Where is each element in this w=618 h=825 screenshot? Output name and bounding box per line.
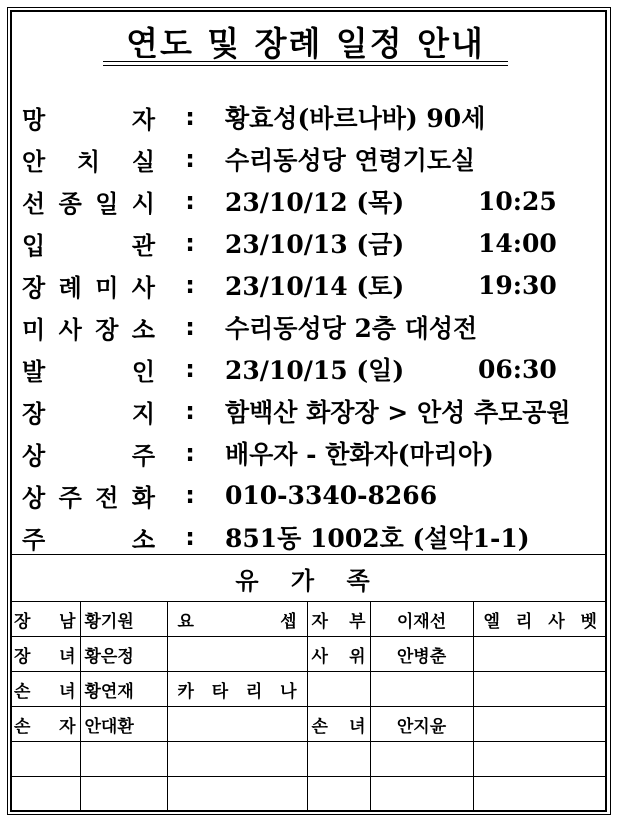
info-value-text: 황효성(바르나바) 90세	[225, 104, 486, 133]
info-row	[22, 138, 602, 180]
name-cell: 황은정	[80, 637, 167, 672]
char: 손	[14, 716, 31, 737]
info-label	[22, 100, 155, 135]
info-time: 14:00	[478, 228, 557, 258]
baptismal-name-cell	[167, 742, 307, 777]
info-row	[22, 306, 602, 348]
label-char: 입	[22, 231, 46, 260]
section-divider	[10, 554, 607, 555]
relation-cell-text	[14, 642, 76, 667]
name-cell: 안대환	[80, 707, 167, 742]
colon-separator: :	[185, 103, 195, 131]
info-value-text: 함백산 화장장 > 안성 추모공원	[225, 398, 571, 427]
title-underline	[103, 61, 508, 62]
label-char: 시	[131, 189, 155, 218]
info-row	[22, 180, 602, 222]
name-cell	[370, 672, 473, 707]
family-row	[10, 742, 607, 777]
info-value-text: 수리동성당 2층 대성전	[225, 314, 478, 343]
baptismal-name-cell	[473, 707, 607, 742]
info-value	[225, 351, 602, 387]
baptismal-name-cell	[473, 602, 607, 637]
name-cell: 이재선	[370, 602, 473, 637]
colon-separator: :	[185, 355, 195, 383]
label-char: 선	[22, 189, 46, 218]
label-char: 소	[131, 525, 155, 554]
relation-cell	[10, 707, 80, 742]
info-value-text: 배우자 - 한화자(마리아)	[225, 440, 494, 469]
info-label	[22, 352, 155, 387]
colon-separator: :	[185, 187, 195, 215]
label-char: 안	[22, 147, 46, 176]
baptismal-name-cell-text	[172, 677, 303, 702]
baptismal-name-cell	[167, 777, 307, 812]
info-row	[22, 390, 602, 432]
info-value	[225, 183, 602, 219]
label-char: 사	[131, 273, 155, 302]
colon-separator: :	[185, 481, 195, 509]
info-value	[225, 519, 602, 555]
relation-cell	[307, 707, 370, 742]
char: 사	[311, 646, 328, 667]
relation-cell	[10, 742, 80, 777]
relation-cell-text	[312, 712, 366, 737]
name-cell: 안지윤	[370, 707, 473, 742]
char: 녀	[349, 716, 366, 737]
baptismal-name-cell-text	[478, 607, 604, 632]
info-row	[22, 264, 602, 306]
relation-cell-text	[14, 712, 76, 737]
baptismal-name-cell	[473, 742, 607, 777]
relation-cell	[10, 602, 80, 637]
info-value-text: 23/10/13 (금)	[225, 230, 405, 259]
label-char: 전	[95, 483, 119, 512]
label-char: 관	[131, 231, 155, 260]
baptismal-name-cell	[167, 707, 307, 742]
colon-separator: :	[185, 397, 195, 425]
label-char: 망	[22, 105, 46, 134]
char: 셉	[280, 611, 297, 632]
label-char: 장	[22, 399, 46, 428]
label-char: 미	[95, 273, 119, 302]
info-value	[225, 309, 602, 345]
info-row	[22, 432, 602, 474]
info-label	[22, 394, 155, 429]
relation-cell	[307, 602, 370, 637]
relation-cell	[10, 777, 80, 812]
char: 리	[245, 681, 263, 702]
label-char: 장	[22, 273, 46, 302]
info-value-text: 23/10/14 (토)	[225, 272, 405, 301]
char: 나	[280, 681, 297, 702]
baptismal-name-cell	[473, 637, 607, 672]
page-title: 연도 및 장례 일정 안내	[126, 24, 485, 63]
schedule-info-list	[22, 96, 602, 558]
label-char: 상	[22, 441, 46, 470]
label-char: 상	[22, 483, 46, 512]
label-char: 사	[58, 315, 82, 344]
name-cell	[80, 742, 167, 777]
info-row	[22, 348, 602, 390]
family-row	[10, 637, 607, 672]
name-cell: 황연재	[80, 672, 167, 707]
baptismal-name-cell	[167, 637, 307, 672]
char: 요	[177, 611, 194, 632]
info-value-text: 수리동성당 연령기도실	[225, 146, 476, 175]
label-char: 주	[22, 525, 46, 554]
label-char: 주	[58, 483, 82, 512]
name-cell	[80, 777, 167, 812]
char: 카	[177, 681, 194, 702]
family-row	[10, 602, 607, 637]
title-underline-secondary	[103, 65, 508, 66]
info-row	[22, 516, 602, 558]
info-value	[225, 99, 602, 135]
label-char: 주	[131, 441, 155, 470]
label-char: 소	[131, 315, 155, 344]
baptismal-name-cell	[473, 777, 607, 812]
char: 손	[311, 716, 328, 737]
info-value-text: 010-3340-8266	[225, 480, 438, 510]
char: 위	[349, 646, 366, 667]
info-label	[22, 226, 155, 261]
info-value	[225, 393, 602, 429]
colon-separator: :	[185, 439, 195, 467]
label-char: 화	[131, 483, 155, 512]
colon-separator: :	[185, 271, 195, 299]
name-cell	[370, 742, 473, 777]
relation-cell	[307, 637, 370, 672]
char: 남	[59, 611, 76, 632]
label-char: 인	[131, 357, 155, 386]
char: 엘	[483, 611, 500, 632]
label-char: 미	[22, 315, 46, 344]
info-value	[225, 481, 602, 510]
char: 사	[548, 611, 565, 632]
info-value	[225, 435, 602, 471]
char: 장	[14, 611, 31, 632]
info-label	[22, 142, 155, 177]
info-value	[225, 225, 602, 261]
info-value-text: 23/10/15 (일)	[225, 356, 405, 385]
info-time: 06:30	[478, 354, 557, 384]
label-char: 례	[58, 273, 82, 302]
label-char: 실	[131, 147, 155, 176]
char: 녀	[59, 646, 76, 667]
info-value	[225, 141, 602, 177]
info-row	[22, 222, 602, 264]
name-cell: 안병춘	[370, 637, 473, 672]
name-cell: 황기원	[80, 602, 167, 637]
info-label	[22, 436, 155, 471]
colon-separator: :	[185, 313, 195, 341]
info-label	[22, 478, 155, 513]
relation-cell	[307, 777, 370, 812]
label-char: 종	[58, 189, 82, 218]
info-value	[225, 267, 602, 303]
label-char: 자	[131, 105, 155, 134]
char: 장	[14, 646, 31, 667]
char: 리	[515, 611, 533, 632]
info-row	[22, 96, 602, 138]
char: 녀	[59, 681, 76, 702]
label-char: 장	[95, 315, 119, 344]
name-cell	[370, 777, 473, 812]
info-label	[22, 268, 155, 303]
colon-separator: :	[185, 523, 195, 551]
relation-cell	[10, 672, 80, 707]
label-char: 치	[76, 147, 101, 176]
family-section-title: 유 가 족	[235, 567, 382, 595]
relation-cell	[10, 637, 80, 672]
colon-separator: :	[185, 145, 195, 173]
info-value-text: 23/10/12 (목)	[225, 188, 405, 217]
baptismal-name-cell	[167, 672, 307, 707]
info-time: 10:25	[478, 186, 557, 216]
info-value-text: 851동 1002호 (설악1-1)	[225, 524, 530, 553]
info-label	[22, 184, 155, 219]
relation-cell-text	[14, 677, 76, 702]
relation-cell-text	[14, 607, 76, 632]
info-label	[22, 520, 155, 555]
char: 타	[211, 681, 229, 702]
char: 자	[59, 716, 76, 737]
family-row	[10, 777, 607, 812]
info-row	[22, 474, 602, 516]
relation-cell	[307, 672, 370, 707]
char: 손	[14, 681, 31, 702]
char: 벳	[580, 611, 597, 632]
family-table	[10, 602, 607, 811]
char: 자	[311, 611, 328, 632]
relation-cell	[307, 742, 370, 777]
colon-separator: :	[185, 229, 195, 257]
label-char: 일	[95, 189, 119, 218]
char: 부	[349, 611, 366, 632]
baptismal-name-cell-text	[172, 607, 303, 632]
label-char: 지	[131, 399, 155, 428]
info-time: 19:30	[478, 270, 557, 300]
label-char: 발	[22, 357, 46, 386]
relation-cell-text	[312, 642, 366, 667]
baptismal-name-cell	[473, 672, 607, 707]
family-row	[10, 672, 607, 707]
family-row	[10, 707, 607, 742]
info-label	[22, 310, 155, 345]
baptismal-name-cell	[167, 602, 307, 637]
relation-cell-text	[312, 607, 366, 632]
